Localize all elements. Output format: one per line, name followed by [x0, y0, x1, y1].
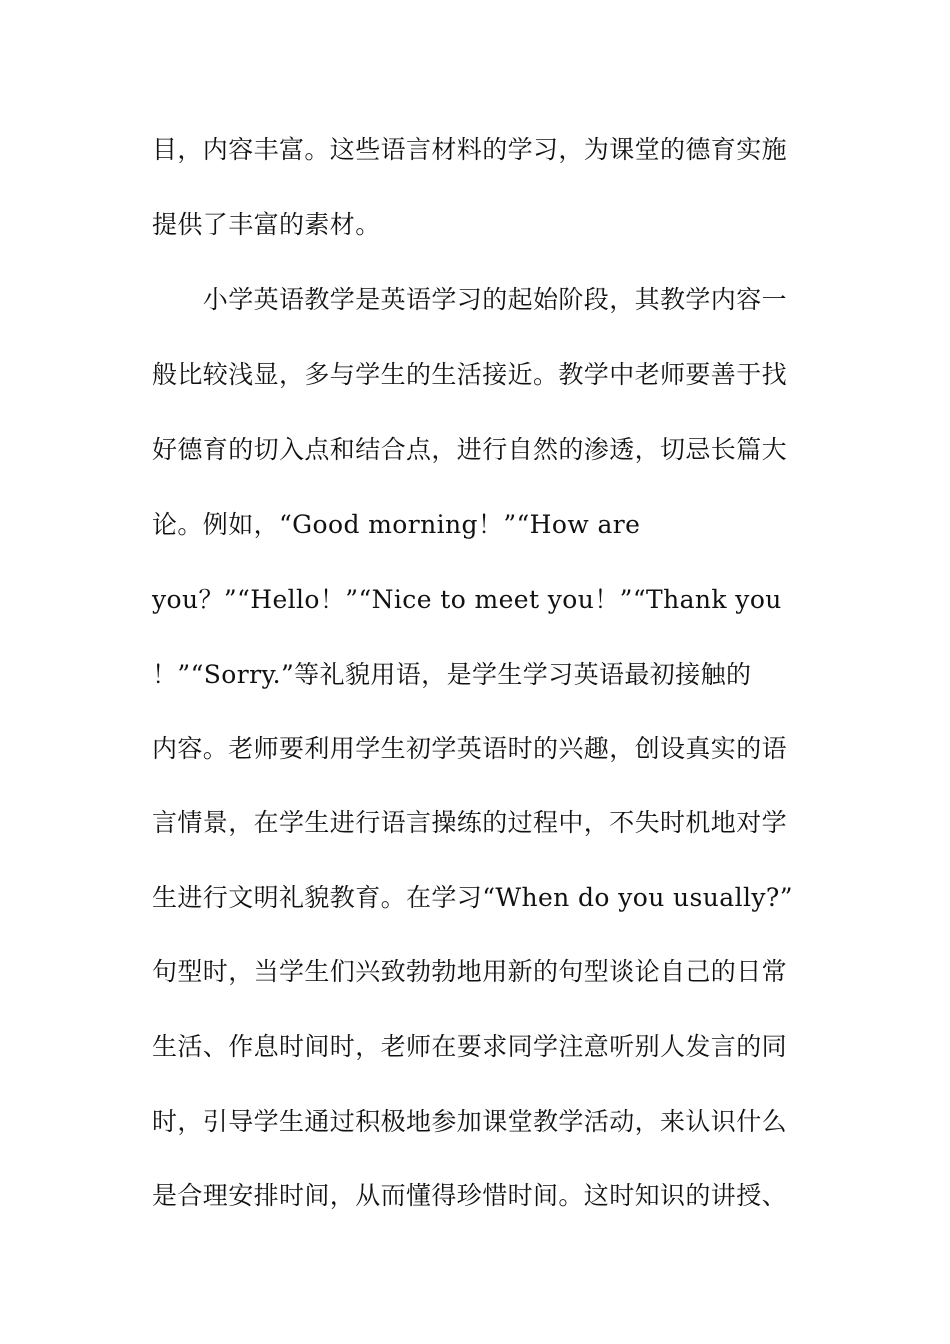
- text-line: 生活、作息时间时，老师在要求同学注意听别人发言的同: [152, 1032, 788, 1061]
- text-line: 目，内容丰富。这些语言材料的学习，为课堂的德育实施: [152, 135, 788, 164]
- text-line: 小学英语教学是英语学习的起始阶段，其教学内容一: [152, 285, 788, 314]
- text-line: 句型时，当学生们兴致勃勃地用新的句型谈论自己的日常: [152, 957, 788, 986]
- text-line: 生进行文明礼貌教育。在学习“When do you usually?”: [152, 883, 793, 912]
- text-line: 时，引导学生通过积极地参加课堂教学活动，来认识什么: [152, 1107, 788, 1136]
- text-line: 提供了丰富的素材。: [152, 210, 381, 239]
- text-line: 言情景，在学生进行语言操练的过程中，不失时机地对学: [152, 808, 788, 837]
- text-line: 内容。老师要利用学生初学英语时的兴趣，创设真实的语: [152, 734, 788, 763]
- text-line: you？”“Hello！”“Nice to meet you！”“Thank you: [152, 585, 782, 614]
- text-line: 好德育的切入点和结合点，进行自然的渗透，切忌长篇大: [152, 435, 788, 464]
- text-line: 般比较浅显，多与学生的生活接近。教学中老师要善于找: [152, 360, 788, 389]
- text-line: ！”“Sorry.”等礼貌用语，是学生学习英语最初接触的: [152, 660, 752, 689]
- text-line: 是合理安排时间，从而懂得珍惜时间。这时知识的讲授、: [152, 1181, 788, 1210]
- text-line: 论。例如，“Good morning！”“How are: [152, 510, 641, 539]
